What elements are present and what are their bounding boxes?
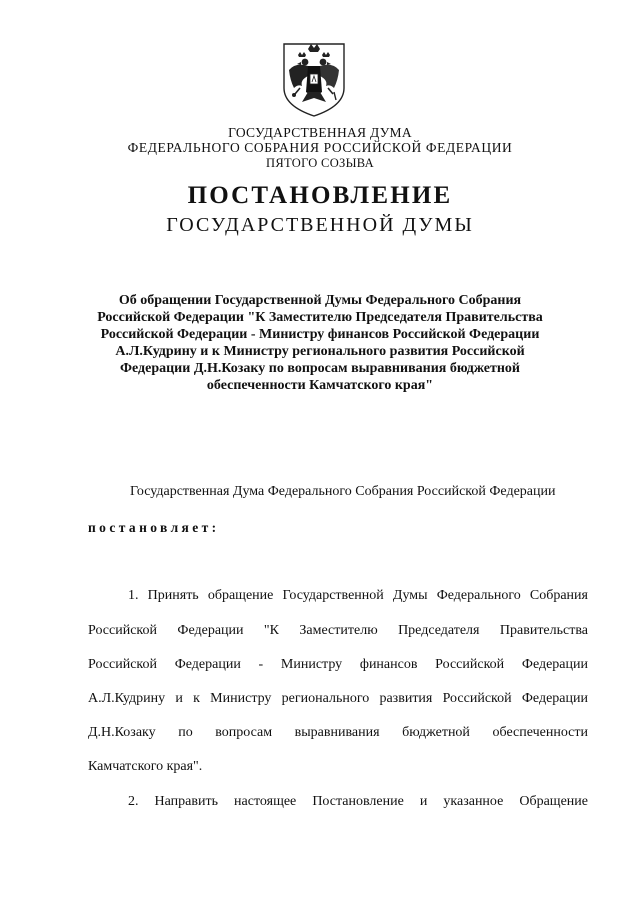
subject-line: обеспеченности Камчатского края" (206, 378, 434, 393)
header-line-assembly: ФЕДЕРАЛЬНОГО СОБРАНИЯ РОССИЙСКОЙ ФЕДЕРАЦИИ (127, 140, 513, 155)
document-subject (70, 292, 570, 394)
item1-line: 1. Принять обращение Государственной Думы Федерального Собрания (128, 588, 588, 603)
header-line-convocation: ПЯТОГО СОЗЫВА (266, 156, 374, 170)
subject-line: Российской Федерации "К Заместителю Председателя Правительства (97, 310, 543, 325)
state-emblem-icon (278, 40, 350, 118)
subject-line: А.Л.Кудрину и к Министру регионального развития Российской (115, 344, 525, 359)
header-line-duma: ГОСУДАРСТВЕННАЯ ДУМА (228, 125, 412, 140)
item1-line: А.Л.Кудрину и к Министру регионального развития Российской Федерации (88, 691, 588, 706)
resolves-word: постановляет: (88, 520, 220, 535)
document-subtitle: ГОСУДАРСТВЕННОЙ ДУМЫ (166, 214, 474, 236)
subject-line: Об обращении Государственной Думы Федерального Собрания (118, 293, 522, 308)
item1-line: Д.Н.Козаку по вопросам выравнивания бюджетной обеспеченности (88, 725, 588, 740)
item2-line: 2. Направить настоящее Постановление и указанное Обращение (128, 794, 588, 809)
document-title: ПОСТАНОВЛЕНИЕ (187, 182, 453, 209)
subject-line: Федерации Д.Н.Козаку по вопросам выравнивания бюджетной (119, 361, 521, 376)
subject-line: Российской Федерации - Министру финансов Российской Федерации (100, 327, 540, 342)
item1-line: Камчатского края". (88, 759, 203, 774)
item1-line: Российской Федерации - Министру финансов Российской Федерации (88, 657, 588, 672)
item1-line: Российской Федерации "К Заместителю Председателя Правительства (88, 623, 588, 638)
intro-paragraph: Государственная Дума Федерального Собрания Российской Федерации (130, 484, 556, 499)
